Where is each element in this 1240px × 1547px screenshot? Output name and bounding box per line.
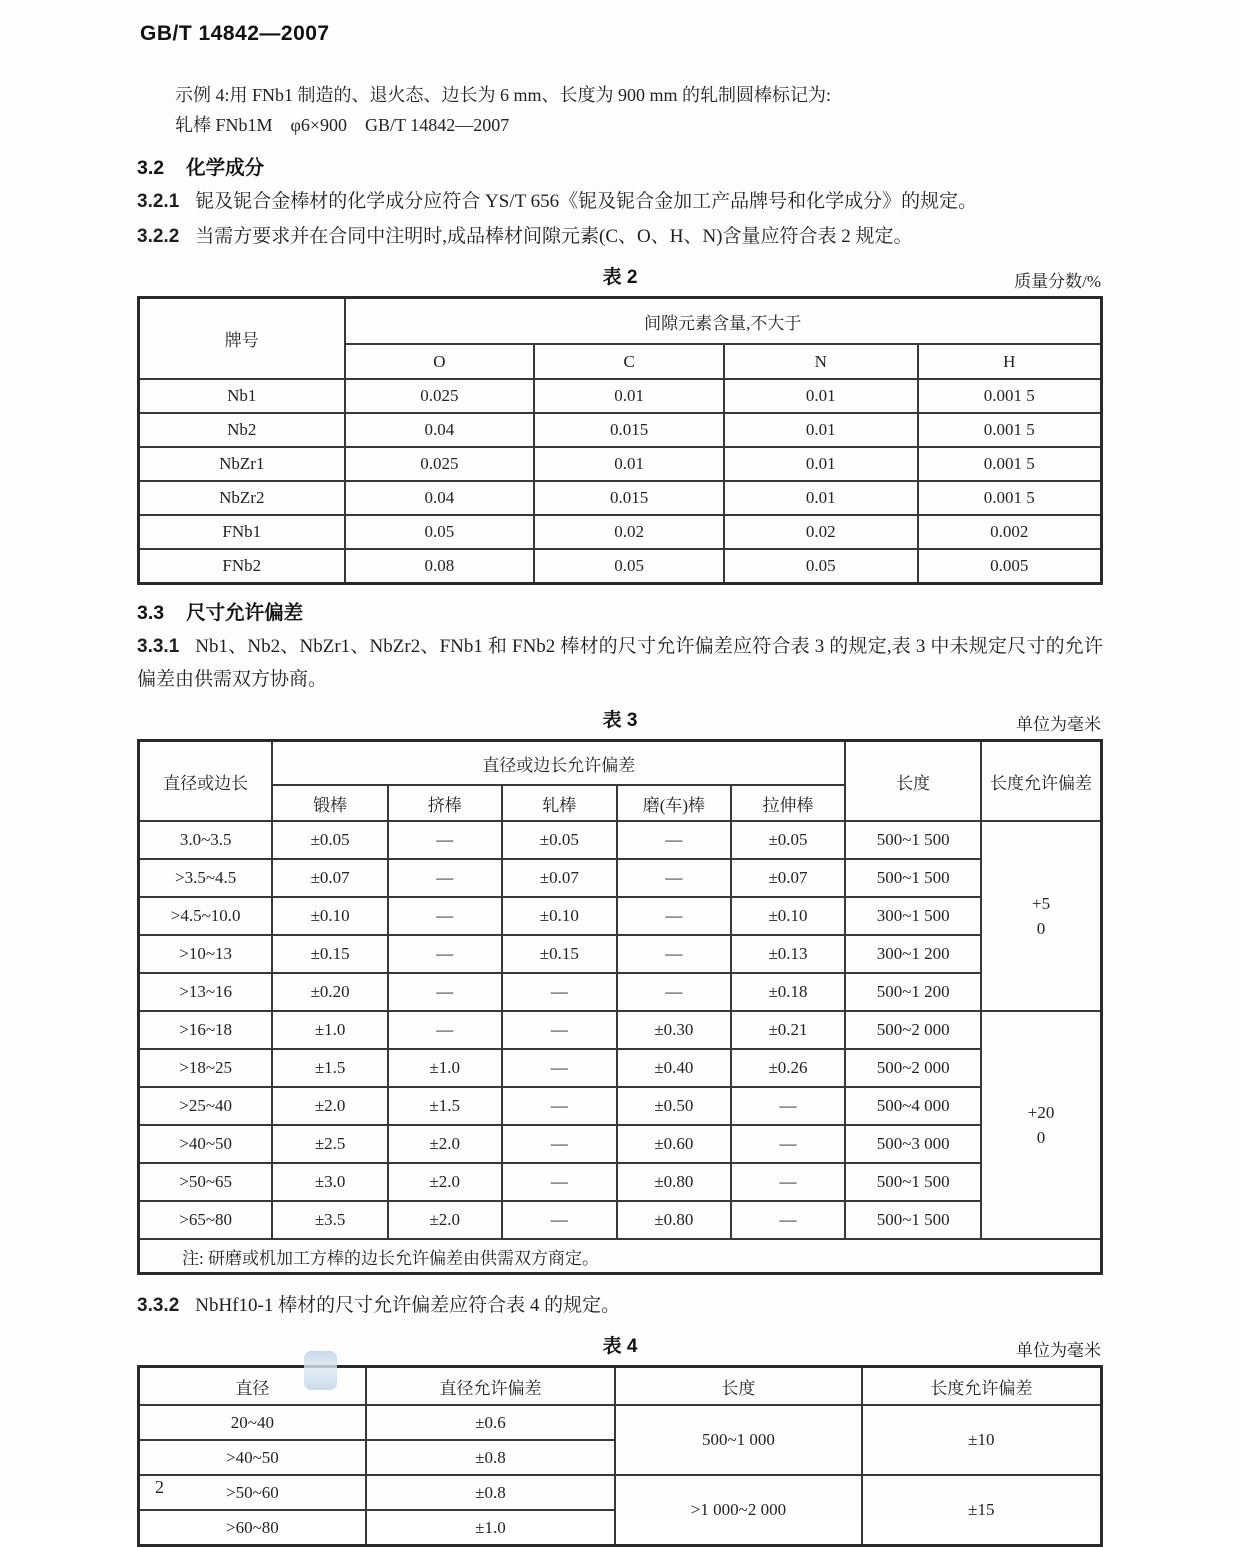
tolerance-upper: +20	[1027, 1103, 1055, 1122]
tolerance-cell: ±2.0	[388, 1201, 502, 1239]
tolerance-cell: —	[388, 973, 502, 1011]
table-row	[139, 379, 1102, 413]
column-header: 直径允许偏差	[366, 1367, 615, 1406]
tolerance-cell: ±0.07	[502, 859, 618, 897]
length-range-cell: 500~1 200	[845, 973, 981, 1011]
tolerance-cell: ±0.80	[617, 1163, 731, 1201]
diameter-range-cell: >40~50	[139, 1440, 366, 1475]
column-header: 长度	[615, 1367, 862, 1406]
group-column-header: 间隙元素含量,不大于	[345, 298, 1102, 345]
bar-type-column-header: 拉伸棒	[731, 785, 846, 821]
bar-type-column-header: 磨(车)棒	[617, 785, 731, 821]
size-range-cell: >4.5~10.0	[139, 897, 273, 935]
tolerance-cell: ±0.40	[617, 1049, 731, 1087]
element-column-header: N	[724, 344, 918, 379]
table-row	[139, 1087, 1102, 1125]
length-range-cell: 300~1 500	[845, 897, 981, 935]
content-limit-cell: 0.01	[724, 379, 918, 413]
nbhf-tolerance-table	[137, 1365, 1103, 1547]
table-row	[139, 447, 1102, 481]
length-range-cell: 500~2 000	[845, 1011, 981, 1049]
content-limit-cell: 0.04	[345, 481, 535, 515]
tolerance-cell: —	[617, 897, 731, 935]
table-row	[139, 821, 1102, 859]
diameter-tolerance-cell: ±0.8	[366, 1475, 615, 1510]
tolerance-cell: —	[502, 1011, 618, 1049]
content-limit-cell: 0.025	[345, 379, 535, 413]
dimension-tolerance-table	[137, 739, 1103, 1275]
tolerance-cell: —	[502, 1201, 618, 1239]
tolerance-cell: ±0.07	[731, 859, 846, 897]
table-row	[139, 935, 1102, 973]
length-range-cell: 500~1 500	[845, 1163, 981, 1201]
tolerance-cell: ±1.5	[388, 1087, 502, 1125]
content-limit-cell: 0.002	[918, 515, 1102, 549]
content-limit-cell: 0.04	[345, 413, 535, 447]
table-row	[139, 1125, 1102, 1163]
tolerance-cell: ±0.05	[502, 821, 618, 859]
column-header: 长度允许偏差	[862, 1367, 1102, 1406]
length-tolerance-cell: ±15	[862, 1475, 1102, 1546]
tolerance-cell: —	[617, 859, 731, 897]
tolerance-cell: —	[502, 1049, 618, 1087]
content-limit-cell: 0.001 5	[918, 413, 1102, 447]
section-title: 尺寸允许偏差	[186, 602, 304, 624]
clause-number: 3.3.1	[137, 636, 180, 657]
tolerance-cell: ±0.21	[731, 1011, 846, 1049]
tolerance-cell: ±0.30	[617, 1011, 731, 1049]
tolerance-cell: ±0.10	[502, 897, 618, 935]
tolerance-cell: —	[388, 1011, 502, 1049]
content-limit-cell: 0.08	[345, 549, 535, 584]
clause-number: 3.2.2	[137, 226, 180, 247]
content-limit-cell: 0.02	[724, 515, 918, 549]
length-range-cell: 500~1 500	[845, 1201, 981, 1239]
tolerance-cell: —	[731, 1125, 846, 1163]
table-row	[139, 515, 1102, 549]
size-range-cell: >13~16	[139, 973, 273, 1011]
table3-unit-label: 单位为毫米	[1016, 715, 1101, 734]
content-limit-cell: 0.001 5	[918, 447, 1102, 481]
grade-cell: FNb2	[139, 549, 345, 584]
example-line-2: 轧棒 FNb1M φ6×900 GB/T 14842—2007	[175, 115, 510, 135]
content-limit-cell: 0.001 5	[918, 379, 1102, 413]
grade-cell: NbZr2	[139, 481, 345, 515]
table-row	[139, 1475, 1102, 1510]
content-limit-cell: 0.05	[534, 549, 724, 584]
tolerance-cell: ±1.0	[388, 1049, 502, 1087]
section-title: 化学成分	[186, 157, 265, 179]
table3-caption: 表 3	[602, 710, 638, 731]
length-tolerance-column-header: 长度允许偏差	[981, 741, 1101, 822]
diameter-tolerance-cell: ±1.0	[366, 1510, 615, 1546]
table2-caption-row	[137, 262, 1103, 294]
length-range-cell: 500~1 000	[615, 1405, 862, 1475]
clause-3-2-2	[137, 220, 1103, 253]
size-range-cell: >50~65	[139, 1163, 273, 1201]
bar-type-column-header: 挤棒	[388, 785, 502, 821]
content-limit-cell: 0.02	[534, 515, 724, 549]
table4-caption-row	[137, 1331, 1103, 1363]
element-column-header: C	[534, 344, 724, 379]
table-row	[139, 413, 1102, 447]
size-range-cell: >65~80	[139, 1201, 273, 1239]
table-row	[139, 1201, 1102, 1239]
group-column-header: 直径或边长允许偏差	[272, 741, 845, 786]
column-header: 直径	[139, 1367, 366, 1406]
tolerance-cell: ±0.10	[272, 897, 388, 935]
size-range-cell: >25~40	[139, 1087, 273, 1125]
tolerance-cell: —	[502, 1125, 618, 1163]
grade-column-header: 牌号	[139, 298, 345, 380]
tolerance-cell: ±0.15	[272, 935, 388, 973]
section-number: 3.3	[137, 602, 165, 624]
tolerance-cell: ±3.5	[272, 1201, 388, 1239]
content-limit-cell: 0.01	[534, 447, 724, 481]
size-range-cell: 3.0~3.5	[139, 821, 273, 859]
diameter-tolerance-cell: ±0.6	[366, 1405, 615, 1440]
element-column-header: H	[918, 344, 1102, 379]
clause-3-2-1	[137, 185, 1103, 218]
tolerance-cell: ±1.5	[272, 1049, 388, 1087]
table4-unit-label: 单位为毫米	[1016, 1341, 1101, 1360]
tolerance-cell: —	[502, 973, 618, 1011]
element-column-header: O	[345, 344, 535, 379]
table-row	[139, 1011, 1102, 1049]
tolerance-cell: ±2.0	[388, 1163, 502, 1201]
tolerance-cell: —	[388, 897, 502, 935]
tolerance-cell: ±0.60	[617, 1125, 731, 1163]
table-row	[139, 973, 1102, 1011]
tolerance-lower: 0	[1036, 1128, 1046, 1147]
content-limit-cell: 0.001 5	[918, 481, 1102, 515]
interstitial-elements-table	[137, 296, 1103, 585]
length-range-cell: 300~1 200	[845, 935, 981, 973]
tolerance-cell: —	[617, 973, 731, 1011]
standard-number-header: GB/T 14842—2007	[140, 22, 330, 45]
tolerance-cell: —	[388, 821, 502, 859]
content-limit-cell: 0.01	[724, 447, 918, 481]
page-number: 2	[155, 1477, 164, 1497]
page-content	[137, 74, 1103, 1547]
content-limit-cell: 0.015	[534, 413, 724, 447]
length-tolerance-cell	[981, 1011, 1101, 1239]
length-column-header: 长度	[845, 741, 981, 822]
length-range-cell: 500~1 500	[845, 821, 981, 859]
content-limit-cell: 0.01	[724, 413, 918, 447]
table-row	[139, 549, 1102, 584]
tolerance-cell: ±1.0	[272, 1011, 388, 1049]
length-tolerance-cell: ±10	[862, 1405, 1102, 1475]
tolerance-cell: ±2.0	[388, 1125, 502, 1163]
table3-header-row-1	[139, 741, 1102, 786]
size-range-cell: >10~13	[139, 935, 273, 973]
length-range-cell: 500~4 000	[845, 1087, 981, 1125]
tolerance-cell: ±3.0	[272, 1163, 388, 1201]
tolerance-cell: ±0.10	[731, 897, 846, 935]
table-row	[139, 481, 1102, 515]
size-range-cell: >3.5~4.5	[139, 859, 273, 897]
table-row	[139, 1405, 1102, 1440]
size-range-cell: >18~25	[139, 1049, 273, 1087]
clause-3-3-1	[137, 630, 1103, 696]
length-tolerance-cell	[981, 821, 1101, 1011]
tolerance-cell: ±0.05	[272, 821, 388, 859]
tolerance-cell: —	[731, 1163, 846, 1201]
length-range-cell: 500~1 500	[845, 859, 981, 897]
tolerance-cell: ±0.18	[731, 973, 846, 1011]
content-limit-cell: 0.05	[724, 549, 918, 584]
table2-caption: 表 2	[602, 267, 638, 288]
grade-cell: FNb1	[139, 515, 345, 549]
size-column-header: 直径或边长	[139, 741, 273, 822]
content-limit-cell: 0.01	[534, 379, 724, 413]
table-row	[139, 1163, 1102, 1201]
table4-caption: 表 4	[602, 1336, 638, 1357]
tolerance-cell: ±2.5	[272, 1125, 388, 1163]
tolerance-cell: ±0.80	[617, 1201, 731, 1239]
tolerance-cell: ±0.05	[731, 821, 846, 859]
clause-number: 3.2.1	[137, 191, 180, 212]
example-block	[175, 80, 1103, 140]
tolerance-cell: ±0.26	[731, 1049, 846, 1087]
diameter-range-cell: >50~60	[139, 1475, 366, 1510]
tolerance-lower: 0	[1036, 919, 1046, 938]
tolerance-cell: ±0.07	[272, 859, 388, 897]
tolerance-cell: —	[731, 1087, 846, 1125]
section-number: 3.2	[137, 157, 165, 179]
diameter-tolerance-cell: ±0.8	[366, 1440, 615, 1475]
table3-note-row	[139, 1239, 1102, 1274]
length-range-cell: 500~3 000	[845, 1125, 981, 1163]
table2-header-row-1	[139, 298, 1102, 345]
tolerance-cell: ±0.50	[617, 1087, 731, 1125]
clause-3-3-2	[137, 1289, 1103, 1322]
table-row	[139, 1049, 1102, 1087]
diameter-range-cell: 20~40	[139, 1405, 366, 1440]
content-limit-cell: 0.05	[345, 515, 535, 549]
table3-caption-row	[137, 705, 1103, 737]
length-range-cell: 500~2 000	[845, 1049, 981, 1087]
section-heading-3-2	[137, 153, 1103, 183]
content-limit-cell: 0.005	[918, 549, 1102, 584]
tolerance-cell: ±2.0	[272, 1087, 388, 1125]
size-range-cell: >40~50	[139, 1125, 273, 1163]
clause-text: 当需方要求并在合同中注明时,成品棒材间隙元素(C、O、H、N)含量应符合表 2 规定。	[195, 226, 913, 247]
length-range-cell: >1 000~2 000	[615, 1475, 862, 1546]
table-row	[139, 897, 1102, 935]
grade-cell: Nb1	[139, 379, 345, 413]
content-limit-cell: 0.015	[534, 481, 724, 515]
content-limit-cell: 0.025	[345, 447, 535, 481]
clause-number: 3.3.2	[137, 1295, 180, 1316]
tolerance-cell: —	[388, 859, 502, 897]
diameter-range-cell: >60~80	[139, 1510, 366, 1546]
clause-text: NbHf10-1 棒材的尺寸允许偏差应符合表 4 的规定。	[195, 1295, 621, 1316]
tolerance-cell: —	[731, 1201, 846, 1239]
bar-type-column-header: 锻棒	[272, 785, 388, 821]
tolerance-cell: —	[502, 1163, 618, 1201]
tolerance-cell: ±0.15	[502, 935, 618, 973]
size-range-cell: >16~18	[139, 1011, 273, 1049]
scan-smudge-artifact	[304, 1351, 337, 1390]
table2-unit-label: 质量分数/%	[1014, 272, 1101, 291]
table4-header-row	[139, 1367, 1102, 1406]
tolerance-cell: —	[617, 821, 731, 859]
tolerance-cell: ±0.13	[731, 935, 846, 973]
bar-type-column-header: 轧棒	[502, 785, 618, 821]
clause-text: 铌及铌合金棒材的化学成分应符合 YS/T 656《铌及铌合金加工产品牌号和化学成分》的规定。	[195, 191, 978, 212]
tolerance-cell: —	[388, 935, 502, 973]
tolerance-cell: —	[502, 1087, 618, 1125]
grade-cell: Nb2	[139, 413, 345, 447]
grade-cell: NbZr1	[139, 447, 345, 481]
tolerance-cell: —	[617, 935, 731, 973]
clause-text: Nb1、Nb2、NbZr1、NbZr2、FNb1 和 FNb2 棒材的尺寸允许偏差应符合表 3 的规定,表 3 中未规定尺寸的允许偏差由供需双方协商。	[137, 636, 1103, 690]
tolerance-cell: ±0.20	[272, 973, 388, 1011]
example-line-1: 示例 4:用 FNb1 制造的、退火态、边长为 6 mm、长度为 900 mm 的轧制圆棒标记为:	[175, 85, 832, 105]
section-heading-3-3	[137, 598, 1103, 628]
table-note: 注: 研磨或机加工方棒的边长允许偏差由供需双方商定。	[139, 1239, 1102, 1274]
content-limit-cell: 0.01	[724, 481, 918, 515]
tolerance-upper: +5	[1031, 894, 1051, 913]
table-row	[139, 859, 1102, 897]
